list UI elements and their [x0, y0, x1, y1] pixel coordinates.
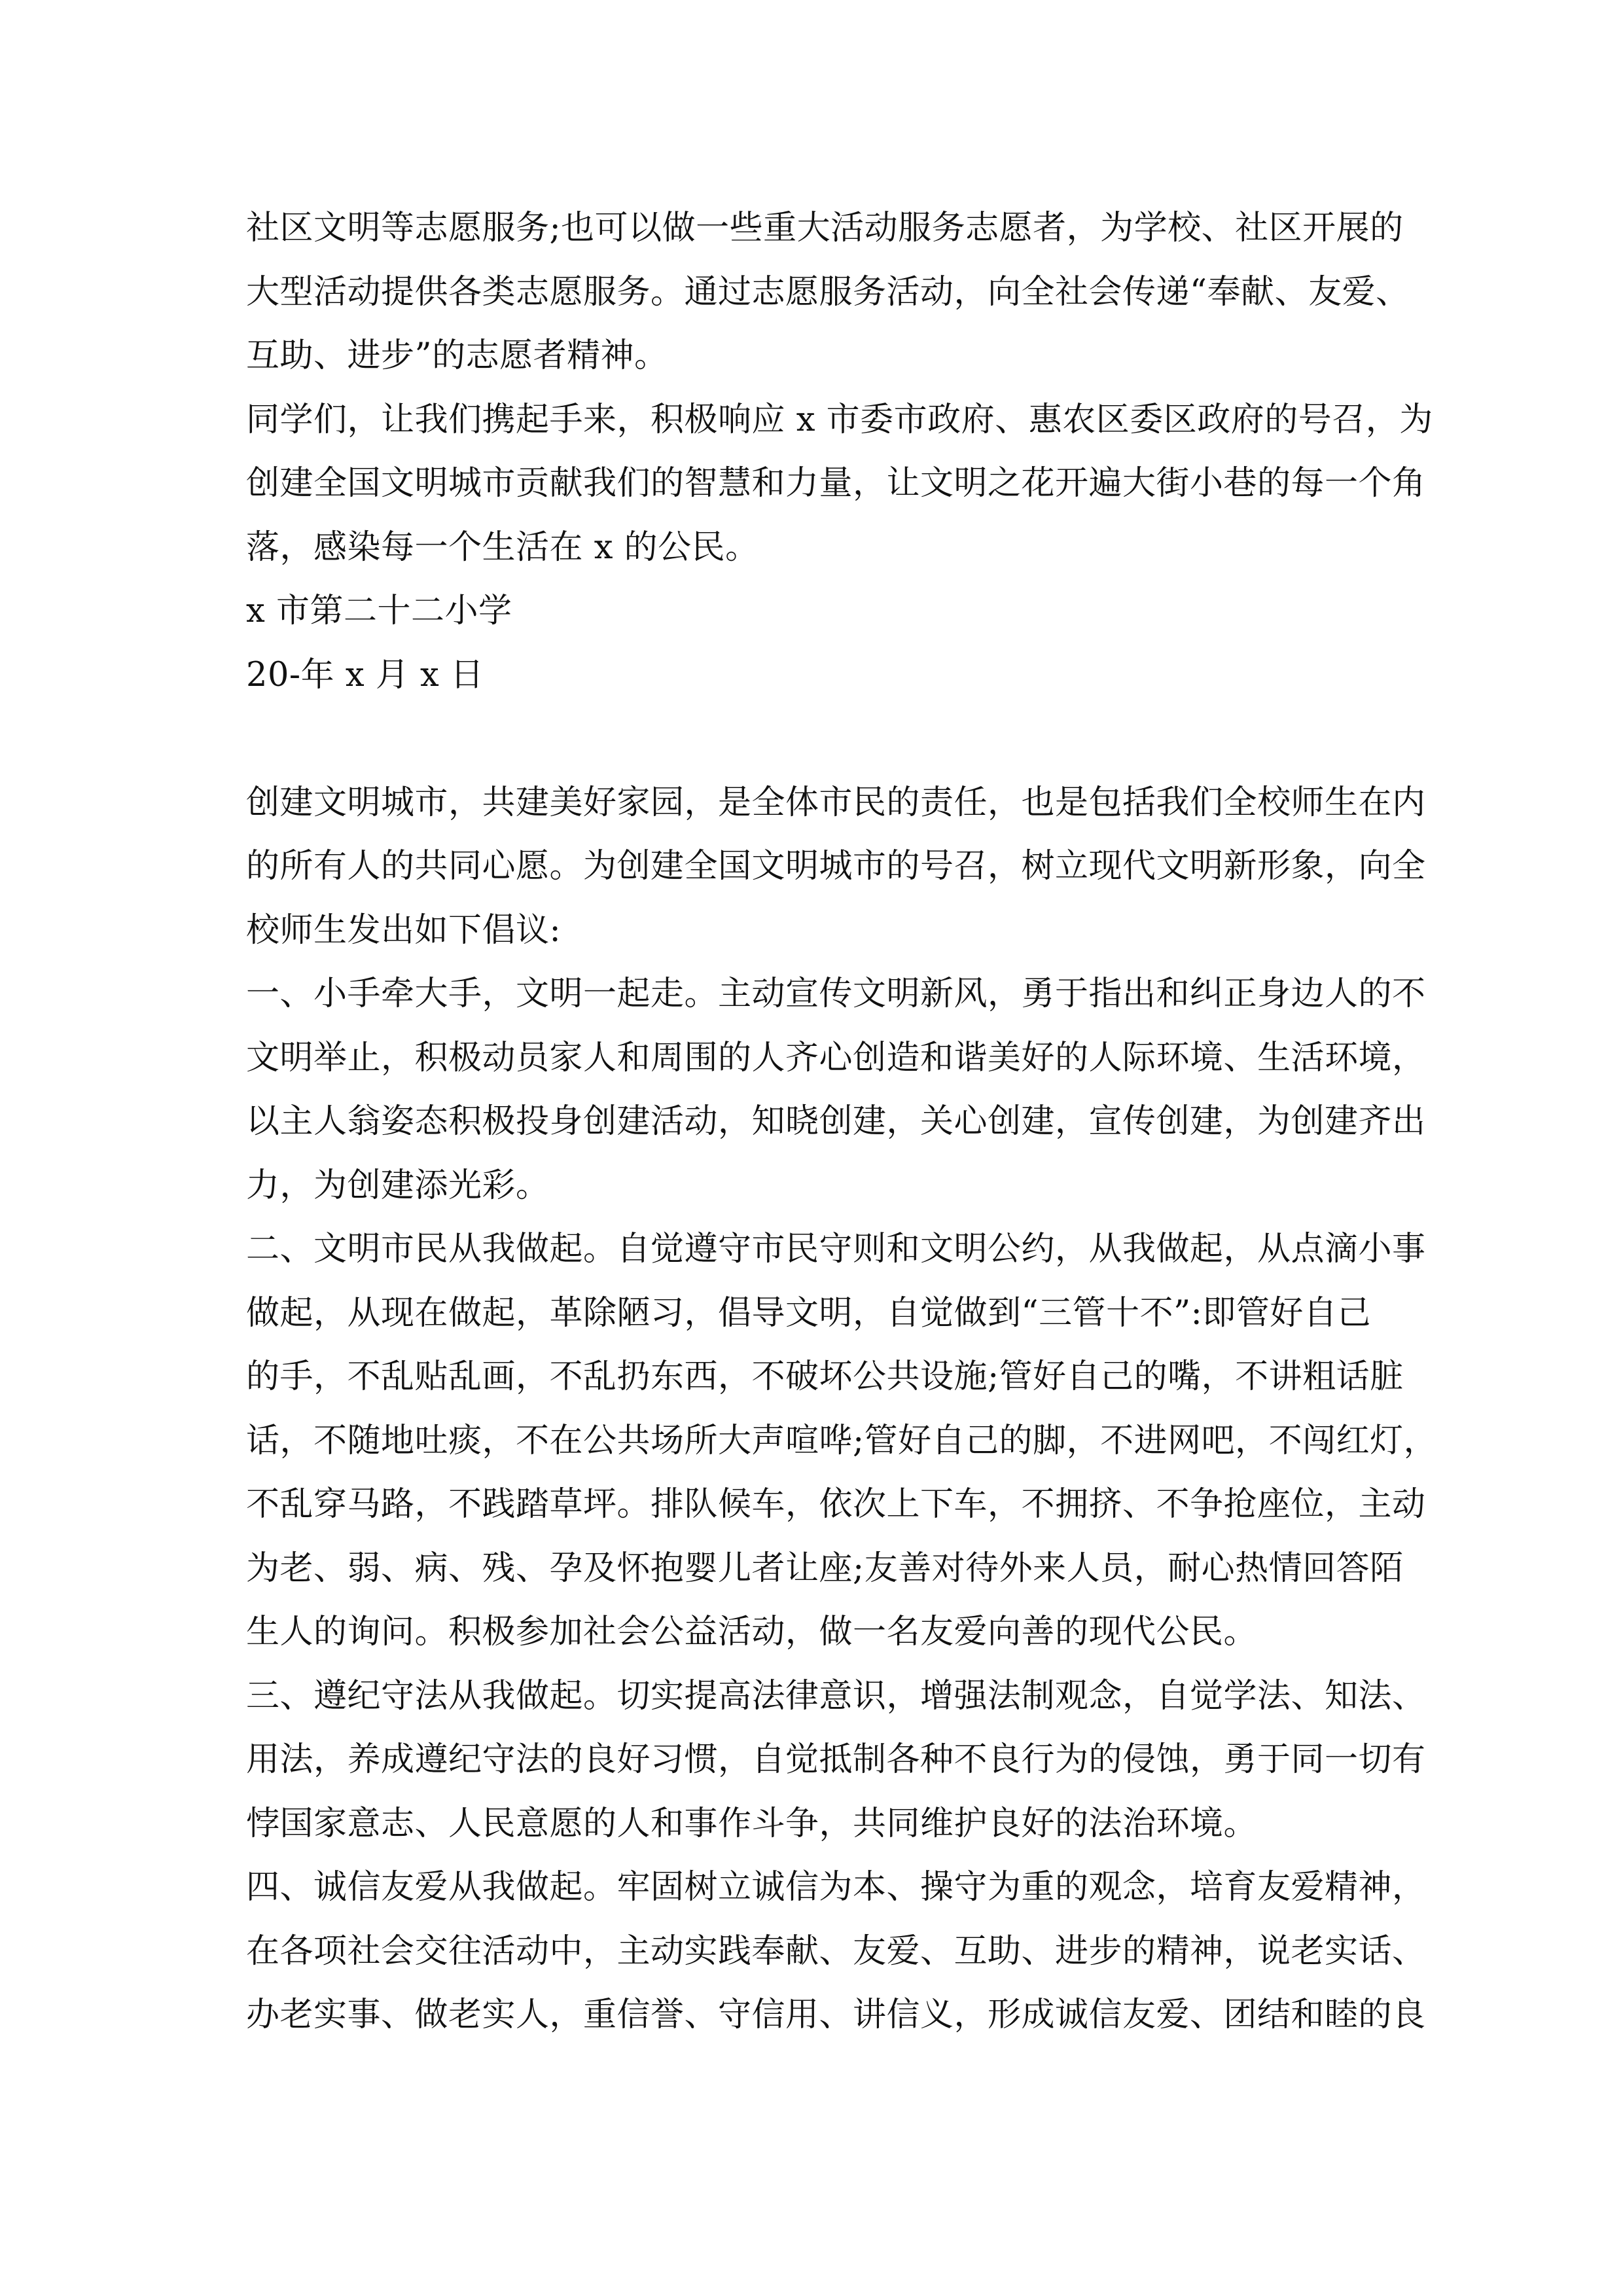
signature: x 市第二十二小学: [246, 592, 512, 630]
text-line: 话，不随地吐痰，不在公共场所大声喧哗;管好自己的脚，不进网吧，不闯红灯，: [246, 1421, 1438, 1460]
proposal-section: [246, 771, 1438, 2047]
text-line: 力，为创建添光彩。: [246, 1166, 550, 1205]
text-line: 为老、弱、病、残、孕及怀抱婴儿者让座;友善对待外来人员，耐心热情回答陌: [246, 1549, 1404, 1588]
text-line: 创建全国文明城市贡献我们的智慧和力量，让文明之花开遍大街小巷的每一个角: [246, 464, 1426, 503]
text-line: 落，感染每一个生活在 x 的公民。: [246, 528, 759, 567]
text-line: 以主人翁姿态积极投身创建活动，知晓创建，关心创建，宣传创建，为创建齐出: [246, 1102, 1426, 1141]
text-line: 互助、进步”的志愿者精神。: [246, 336, 668, 375]
text-line: 文明举止，积极动员家人和周围的人齐心创造和谐美好的人际环境、生活环境，: [246, 1038, 1426, 1077]
text-line: 悖国家意志、人民意愿的人和事作斗争，共同维护良好的法治环境。: [246, 1804, 1258, 1843]
text-line: 同学们，让我们携起手来，积极响应 x 市委市政府、惠农区委区政府的号召，为: [246, 400, 1433, 439]
text-line: 的手，不乱贴乱画，不乱扔东西，不破坏公共设施;管好自己的嘴，不讲粗话脏: [246, 1357, 1404, 1396]
text-line: 生人的询问。积极参加社会公益活动，做一名友爱向善的现代公民。: [246, 1613, 1258, 1651]
text-line: 四、诚信友爱从我做起。牢固树立诚信为本、操守为重的观念，培育友爱精神，: [246, 1868, 1426, 1907]
date: 20-年 x 月 x 日: [246, 655, 484, 694]
text-line: 二、文明市民从我做起。自觉遵守市民守则和文明公约，从我做起，从点滴小事: [246, 1230, 1426, 1268]
section-spacer: [246, 707, 1398, 771]
text-line: 三、遵纪守法从我做起。切实提高法律意识，增强法制观念，自觉学法、知法、: [246, 1676, 1426, 1715]
proposal-closing-section: [246, 196, 1433, 707]
text-line: 在各项社会交往活动中，主动实践奉献、友爱、互助、进步的精神，说老实话、: [246, 1931, 1426, 1971]
text-line: 办老实事、做老实人，重信誉、守信用、讲信义，形成诚信友爱、团结和睦的良: [246, 1996, 1426, 2034]
text-line: 做起，从现在做起，革除陋习，倡导文明，自觉做到“三管十不”:即管好自己: [246, 1293, 1371, 1333]
text-line: 的所有人的共同心愿。为创建全国文明城市的号召，树立现代文明新形象，向全: [246, 847, 1426, 886]
text-line: 大型活动提供各类志愿服务。通过志愿服务活动，向全社会传递“奉献、友爱、: [246, 272, 1410, 312]
text-line: 社区文明等志愿服务;也可以做一些重大活动服务志愿者，为学校、社区开展的: [246, 209, 1404, 247]
text-line: 用法，养成遵纪守法的良好习惯，自觉抵制各种不良行为的侵蚀，勇于同一切有: [246, 1740, 1426, 1779]
text-line: 不乱穿马路，不践踏草坪。排队候车，依次上下车，不拥挤、不争抢座位，主动: [246, 1485, 1426, 1524]
document-body: [246, 196, 1438, 2047]
text-line: 校师生发出如下倡议:: [246, 910, 562, 950]
text-line: 一、小手牵大手，文明一起走。主动宣传文明新风，勇于指出和纠正身边人的不: [246, 975, 1426, 1013]
text-line: 创建文明城市，共建美好家园，是全体市民的责任，也是包括我们全校师生在内: [246, 783, 1426, 822]
